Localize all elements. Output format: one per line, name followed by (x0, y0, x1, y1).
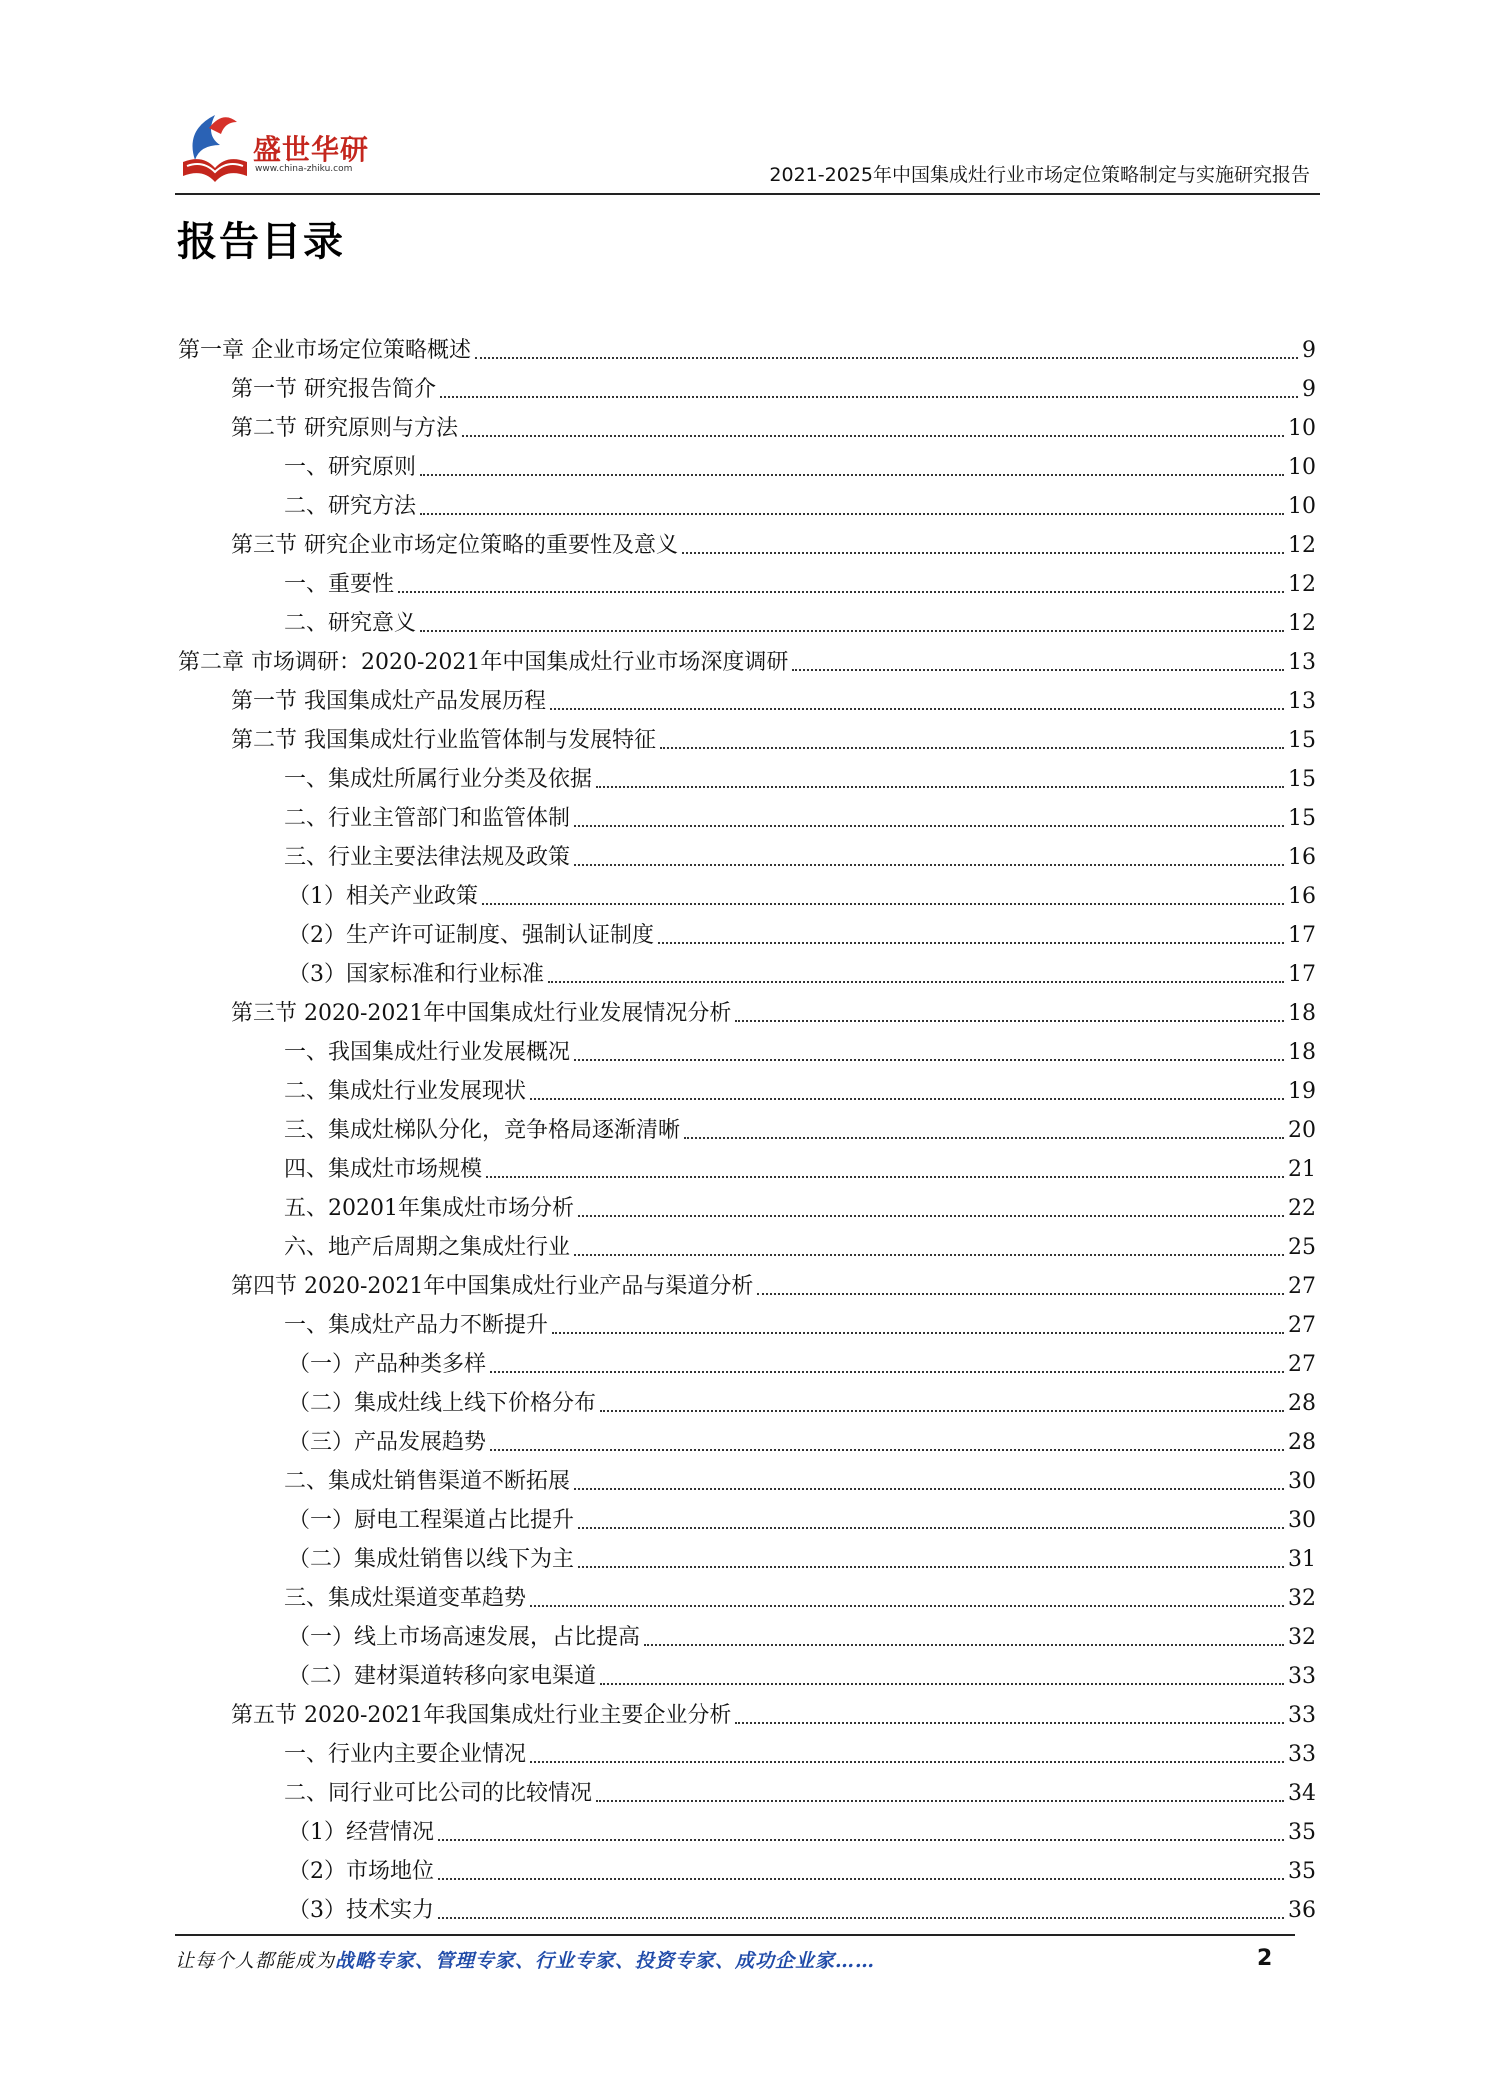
toc-entry-page: 9 (1302, 338, 1316, 363)
toc-entry-label: （二）集成灶线上线下价格分布 (288, 1391, 597, 1416)
toc-entry-label: （3）技术实力 (288, 1898, 434, 1923)
toc-entry-page: 12 (1288, 572, 1316, 597)
toc-dot-leader (684, 1137, 1284, 1139)
toc-entry[interactable] (178, 326, 1316, 365)
toc-entry-label: 二、集成灶行业发展现状 (284, 1079, 527, 1104)
toc-dot-leader (574, 864, 1284, 866)
toc-entry-page: 27 (1288, 1352, 1316, 1377)
toc-entry-label: 一、行业内主要企业情况 (284, 1742, 527, 1767)
toc-dot-leader (438, 1839, 1284, 1841)
toc-entry-label: （二）建材渠道转移向家电渠道 (288, 1664, 597, 1689)
toc-dot-leader (462, 435, 1284, 437)
toc-entry-page: 30 (1288, 1469, 1316, 1494)
toc-entry-page: 17 (1288, 923, 1316, 948)
toc-entry[interactable] (178, 1496, 1316, 1535)
toc-entry-label: （1）相关产业政策 (288, 884, 478, 909)
toc-dot-leader (420, 474, 1284, 476)
toc-entry-page: 28 (1288, 1391, 1316, 1416)
toc-entry[interactable] (178, 1028, 1316, 1067)
toc-dot-leader (440, 396, 1298, 398)
toc-dot-leader (548, 981, 1284, 983)
toc-entry-label: 三、集成灶渠道变革趋势 (284, 1586, 527, 1611)
toc-entry-label: （3）国家标准和行业标准 (288, 962, 544, 987)
page-number: 2 (1257, 1946, 1273, 1971)
toc-entry-page: 34 (1288, 1781, 1316, 1806)
toc-entry-label: 四、集成灶市场规模 (284, 1157, 483, 1182)
toc-dot-leader (482, 903, 1284, 905)
header-divider (175, 193, 1320, 195)
toc-entry[interactable] (178, 1886, 1316, 1925)
logo-url: www.china-zhiku.com (255, 164, 353, 174)
toc-entry[interactable] (178, 560, 1316, 599)
toc-dot-leader (398, 591, 1284, 593)
toc-entry-page: 28 (1288, 1430, 1316, 1455)
toc-entry-page: 35 (1288, 1820, 1316, 1845)
toc-dot-leader (420, 630, 1284, 632)
toc-entry[interactable] (178, 1106, 1316, 1145)
toc-dot-leader (475, 357, 1298, 359)
toc-entry[interactable] (178, 1847, 1316, 1886)
company-logo (175, 100, 405, 190)
toc-entry-label: 第三节 2020-2021年中国集成灶行业发展情况分析 (231, 1001, 732, 1026)
toc-entry-label: 第二节 我国集成灶行业监管体制与发展特征 (231, 728, 656, 753)
toc-entry-label: （一）线上市场高速发展，占比提高 (288, 1625, 641, 1650)
toc-entry[interactable] (178, 443, 1316, 482)
toc-entry-page: 36 (1288, 1898, 1316, 1923)
toc-entry-page: 27 (1288, 1274, 1316, 1299)
toc-dot-leader (735, 1722, 1284, 1724)
toc-dot-leader (658, 942, 1284, 944)
toc-entry-label: 第三节 研究企业市场定位策略的重要性及意义 (231, 533, 678, 558)
toc-entry-page: 20 (1288, 1118, 1316, 1143)
toc-dot-leader (530, 1098, 1284, 1100)
toc-entry-page: 15 (1288, 806, 1316, 831)
toc-dot-leader (735, 1020, 1284, 1022)
toc-entry[interactable] (178, 1067, 1316, 1106)
toc-dot-leader (438, 1878, 1284, 1880)
book-logo-icon (175, 100, 255, 190)
toc-entry[interactable] (178, 482, 1316, 521)
toc-dot-leader (550, 708, 1284, 710)
toc-dot-leader (574, 1254, 1284, 1256)
toc-entry[interactable] (178, 950, 1316, 989)
toc-entry-label: （2）生产许可证制度、强制认证制度 (288, 923, 654, 948)
toc-entry-page: 15 (1288, 728, 1316, 753)
toc-entry[interactable] (178, 1418, 1316, 1457)
toc-dot-leader (600, 1410, 1284, 1412)
toc-entry[interactable] (178, 1223, 1316, 1262)
toc-entry[interactable] (178, 1769, 1316, 1808)
toc-dot-leader (530, 1761, 1284, 1763)
toc-dot-leader (552, 1332, 1284, 1334)
toc-entry-page: 21 (1288, 1157, 1316, 1182)
toc-entry[interactable] (178, 521, 1316, 560)
toc-dot-leader (578, 1566, 1284, 1568)
toc-entry[interactable] (178, 1379, 1316, 1418)
toc-entry-page: 16 (1288, 845, 1316, 870)
slogan-lead: 让每个人都能成为 (175, 1950, 336, 1972)
toc-dot-leader (578, 1527, 1284, 1529)
toc-entry-page: 9 (1302, 377, 1316, 402)
toc-entry[interactable] (178, 872, 1316, 911)
toc-entry-page: 10 (1288, 416, 1316, 441)
toc-entry-label: 二、研究意义 (284, 611, 417, 636)
toc-entry-page: 15 (1288, 767, 1316, 792)
toc-entry-label: 第一节 我国集成灶产品发展历程 (231, 689, 546, 714)
toc-entry[interactable] (178, 638, 1316, 677)
footer-slogan (175, 1946, 875, 1973)
toc-entry-page: 35 (1288, 1859, 1316, 1884)
toc-entry-page: 30 (1288, 1508, 1316, 1533)
toc-entry[interactable] (178, 1262, 1316, 1301)
toc-dot-leader (438, 1917, 1284, 1919)
toc-entry-page: 27 (1288, 1313, 1316, 1338)
toc-entry-label: （2）市场地位 (288, 1859, 434, 1884)
toc-entry-page: 19 (1288, 1079, 1316, 1104)
toc-entry-label: 一、我国集成灶行业发展概况 (284, 1040, 571, 1065)
toc-dot-leader (574, 1488, 1284, 1490)
toc-entry-label: 一、集成灶所属行业分类及依据 (284, 767, 593, 792)
toc-dot-leader (757, 1293, 1284, 1295)
toc-entry-label: （一）产品种类多样 (288, 1352, 487, 1377)
toc-dot-leader (600, 1683, 1284, 1685)
toc-entry-label: 第二节 研究原则与方法 (231, 416, 458, 441)
toc-entry[interactable] (178, 911, 1316, 950)
page-footer (175, 1934, 1320, 1984)
toc-entry-label: 二、行业主管部门和监管体制 (284, 806, 571, 831)
toc-entry-label: （三）产品发展趋势 (288, 1430, 487, 1455)
toc-entry-page: 13 (1288, 650, 1316, 675)
toc-dot-leader (596, 1800, 1284, 1802)
report-title: 2021-2025年中国集成灶行业市场定位策略制定与实施研究报告 (769, 164, 1310, 186)
toc-entry-label: 二、研究方法 (284, 494, 417, 519)
toc-dot-leader (530, 1605, 1284, 1607)
toc-entry-label: 一、研究原则 (284, 455, 417, 480)
toc-entry-label: （一）厨电工程渠道占比提升 (288, 1508, 575, 1533)
toc-entry[interactable] (178, 404, 1316, 443)
toc-entry[interactable] (178, 1691, 1316, 1730)
toc-entry[interactable] (178, 1340, 1316, 1379)
toc-entry-page: 25 (1288, 1235, 1316, 1260)
toc-entry-label: 一、集成灶产品力不断提升 (284, 1313, 549, 1338)
toc-entry[interactable] (178, 833, 1316, 872)
toc-entry[interactable] (178, 1535, 1316, 1574)
toc-entry-label: 第一章 企业市场定位策略概述 (178, 338, 471, 363)
footer-divider (175, 1934, 1295, 1936)
toc-dot-leader (792, 669, 1284, 671)
toc-dot-leader (486, 1176, 1284, 1178)
toc-entry-label: 三、集成灶梯队分化，竞争格局逐渐清晰 (284, 1118, 681, 1143)
toc-entry-page: 12 (1288, 611, 1316, 636)
toc-dot-leader (490, 1371, 1284, 1373)
toc-entry[interactable] (178, 1652, 1316, 1691)
toc-entry[interactable] (178, 1457, 1316, 1496)
toc-entry[interactable] (178, 365, 1316, 404)
toc-entry-page: 32 (1288, 1586, 1316, 1611)
toc-entry[interactable] (178, 1145, 1316, 1184)
toc-entry-label: 一、重要性 (284, 572, 395, 597)
toc-entry-page: 10 (1288, 455, 1316, 480)
toc-entry[interactable] (178, 1574, 1316, 1613)
toc-entry[interactable] (178, 599, 1316, 638)
toc-dot-leader (490, 1449, 1284, 1451)
toc-entry-page: 31 (1288, 1547, 1316, 1572)
toc-heading: 报告目录 (177, 219, 345, 265)
table-of-contents (178, 326, 1316, 1925)
toc-entry-label: 三、行业主要法律法规及政策 (284, 845, 571, 870)
toc-dot-leader (660, 747, 1284, 749)
toc-entry-label: 第四节 2020-2021年中国集成灶行业产品与渠道分析 (231, 1274, 754, 1299)
toc-entry-page: 10 (1288, 494, 1316, 519)
toc-entry-page: 17 (1288, 962, 1316, 987)
toc-dot-leader (420, 513, 1284, 515)
toc-entry-page: 33 (1288, 1703, 1316, 1728)
toc-entry-page: 12 (1288, 533, 1316, 558)
toc-entry[interactable] (178, 1730, 1316, 1769)
toc-entry-page: 16 (1288, 884, 1316, 909)
toc-dot-leader (682, 552, 1284, 554)
toc-entry[interactable] (178, 1613, 1316, 1652)
toc-entry[interactable] (178, 989, 1316, 1028)
toc-entry[interactable] (178, 755, 1316, 794)
toc-entry-page: 18 (1288, 1001, 1316, 1026)
toc-entry-label: 五、20201年集成灶市场分析 (284, 1196, 574, 1221)
toc-entry-label: （二）集成灶销售以线下为主 (288, 1547, 575, 1572)
toc-dot-leader (574, 1059, 1284, 1061)
toc-entry-label: 第二章 市场调研：2020-2021年中国集成灶行业市场深度调研 (178, 650, 789, 675)
toc-entry-page: 18 (1288, 1040, 1316, 1065)
toc-entry[interactable] (178, 794, 1316, 833)
toc-dot-leader (596, 786, 1284, 788)
toc-entry[interactable] (178, 677, 1316, 716)
toc-entry-label: （1）经营情况 (288, 1820, 434, 1845)
toc-dot-leader (578, 1215, 1284, 1217)
toc-entry[interactable] (178, 1808, 1316, 1847)
page-header (175, 100, 1320, 198)
toc-entry[interactable] (178, 1184, 1316, 1223)
toc-entry-page: 22 (1288, 1196, 1316, 1221)
toc-entry[interactable] (178, 716, 1316, 755)
toc-entry[interactable] (178, 1301, 1316, 1340)
toc-entry-page: 32 (1288, 1625, 1316, 1650)
toc-entry-page: 33 (1288, 1742, 1316, 1767)
slogan-emphasis: 战略专家、管理专家、行业专家、投资专家、成功企业家…… (335, 1950, 876, 1972)
toc-entry-page: 13 (1288, 689, 1316, 714)
toc-entry-page: 33 (1288, 1664, 1316, 1689)
toc-entry-label: 二、集成灶销售渠道不断拓展 (284, 1469, 571, 1494)
toc-dot-leader (574, 825, 1284, 827)
toc-entry-label: 二、同行业可比公司的比较情况 (284, 1781, 593, 1806)
logo-text: 盛世华研 (253, 133, 370, 166)
toc-dot-leader (644, 1644, 1284, 1646)
toc-entry-label: 第五节 2020-2021年我国集成灶行业主要企业分析 (231, 1703, 732, 1728)
toc-entry-label: 六、地产后周期之集成灶行业 (284, 1235, 571, 1260)
toc-entry-label: 第一节 研究报告简介 (231, 377, 436, 402)
